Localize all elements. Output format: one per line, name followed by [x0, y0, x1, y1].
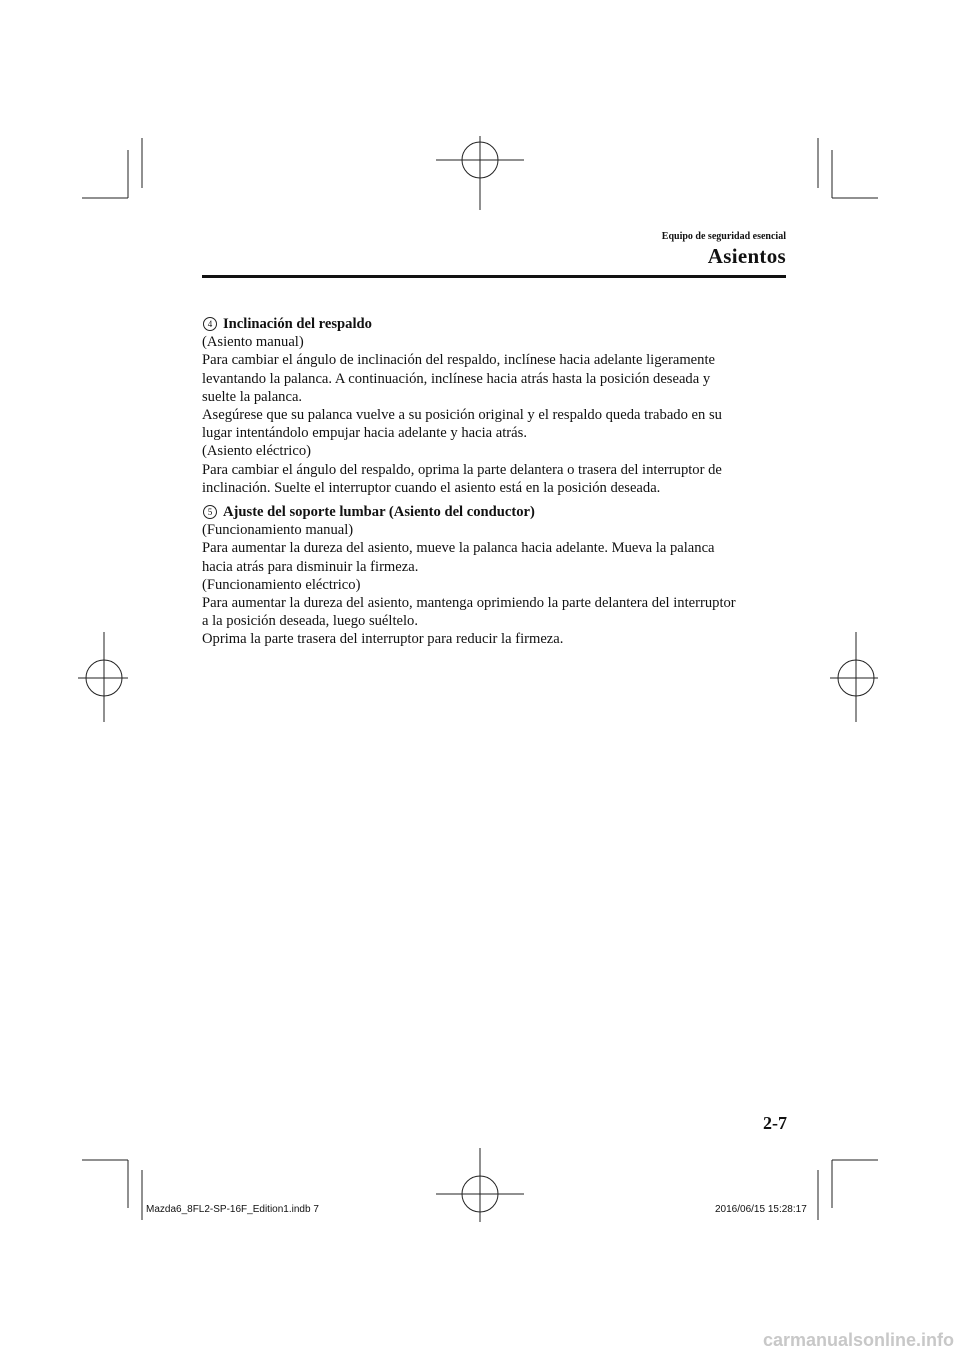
- section-lumbar-support: [202, 503, 790, 649]
- paragraph-line: Para aumentar la dureza del asiento, mueve la palanca hacia adelante. Mueva la palanca: [202, 540, 715, 557]
- paragraph-line: Para cambiar el ángulo de inclinación del respaldo, inclínese hacia adelante ligeramente: [202, 352, 715, 369]
- paragraph-line: (Asiento manual): [202, 334, 304, 351]
- section-heading-text: Inclinación del respaldo: [223, 316, 372, 332]
- crop-mark-bottom-left: [82, 1160, 142, 1220]
- paragraph-line: Oprima la parte trasera del interruptor para reducir la firmeza.: [202, 631, 564, 648]
- registration-mark-right: [830, 632, 878, 722]
- section-backrest-recline: [202, 315, 790, 497]
- paragraph-line: Para aumentar la dureza del asiento, mantenga oprimiendo la parte delantera del interruptor: [202, 595, 736, 612]
- registration-mark-bottom: [436, 1148, 524, 1222]
- paragraph-line: hacia atrás para disminuir la firmeza.: [202, 558, 419, 575]
- header-divider: [202, 275, 786, 278]
- paragraph-line: (Funcionamiento eléctrico): [202, 576, 361, 593]
- paragraph-line: (Asiento eléctrico): [202, 443, 311, 460]
- section-heading: [202, 315, 790, 333]
- page-title: Asientos: [707, 244, 786, 268]
- paragraph-line: lugar intentándolo empujar hacia adelante y hacia atrás.: [202, 425, 527, 442]
- chapter-section-label: Equipo de seguridad esencial: [661, 231, 786, 242]
- paragraph-line: a la posición deseada, luego suéltelo.: [202, 613, 418, 630]
- footer-file-name: Mazda6_8FL2-SP-16F_Edition1.indb 7: [146, 1204, 319, 1215]
- paragraph-line: suelte la palanca.: [202, 388, 303, 405]
- paragraph-line: Para cambiar el ángulo del respaldo, oprima la parte delantera o trasera del interruptor de: [202, 461, 722, 478]
- crop-mark-top-right: [818, 138, 878, 198]
- registration-mark-top: [436, 136, 524, 210]
- registration-mark-left: [78, 632, 128, 722]
- paragraph-line: levantando la palanca. A continuación, inclínese hacia atrás hasta la posición deseada y: [202, 370, 711, 387]
- paragraph-line: inclinación. Suelte el interruptor cuando el asiento está en la posición deseada.: [202, 479, 661, 496]
- crop-mark-bottom-right: [818, 1160, 878, 1220]
- paragraph-line: Asegúrese que su palanca vuelve a su posición original y el respaldo queda trabado en su: [202, 407, 722, 424]
- footer-timestamp: 2016/06/15 15:28:17: [715, 1204, 807, 1215]
- section-heading-text: Ajuste del soporte lumbar (Asiento del conductor): [223, 504, 535, 521]
- page-content: [202, 315, 790, 655]
- crop-mark-top-left: [82, 138, 142, 198]
- watermark-text: carmanualsonline.info: [762, 1330, 954, 1350]
- paragraph-line: (Funcionamiento manual): [202, 522, 354, 539]
- circled-number-icon: 5: [203, 505, 217, 519]
- section-heading: [202, 503, 790, 521]
- page-number: 2-7: [763, 1113, 787, 1133]
- circled-number-icon: 4: [203, 317, 217, 331]
